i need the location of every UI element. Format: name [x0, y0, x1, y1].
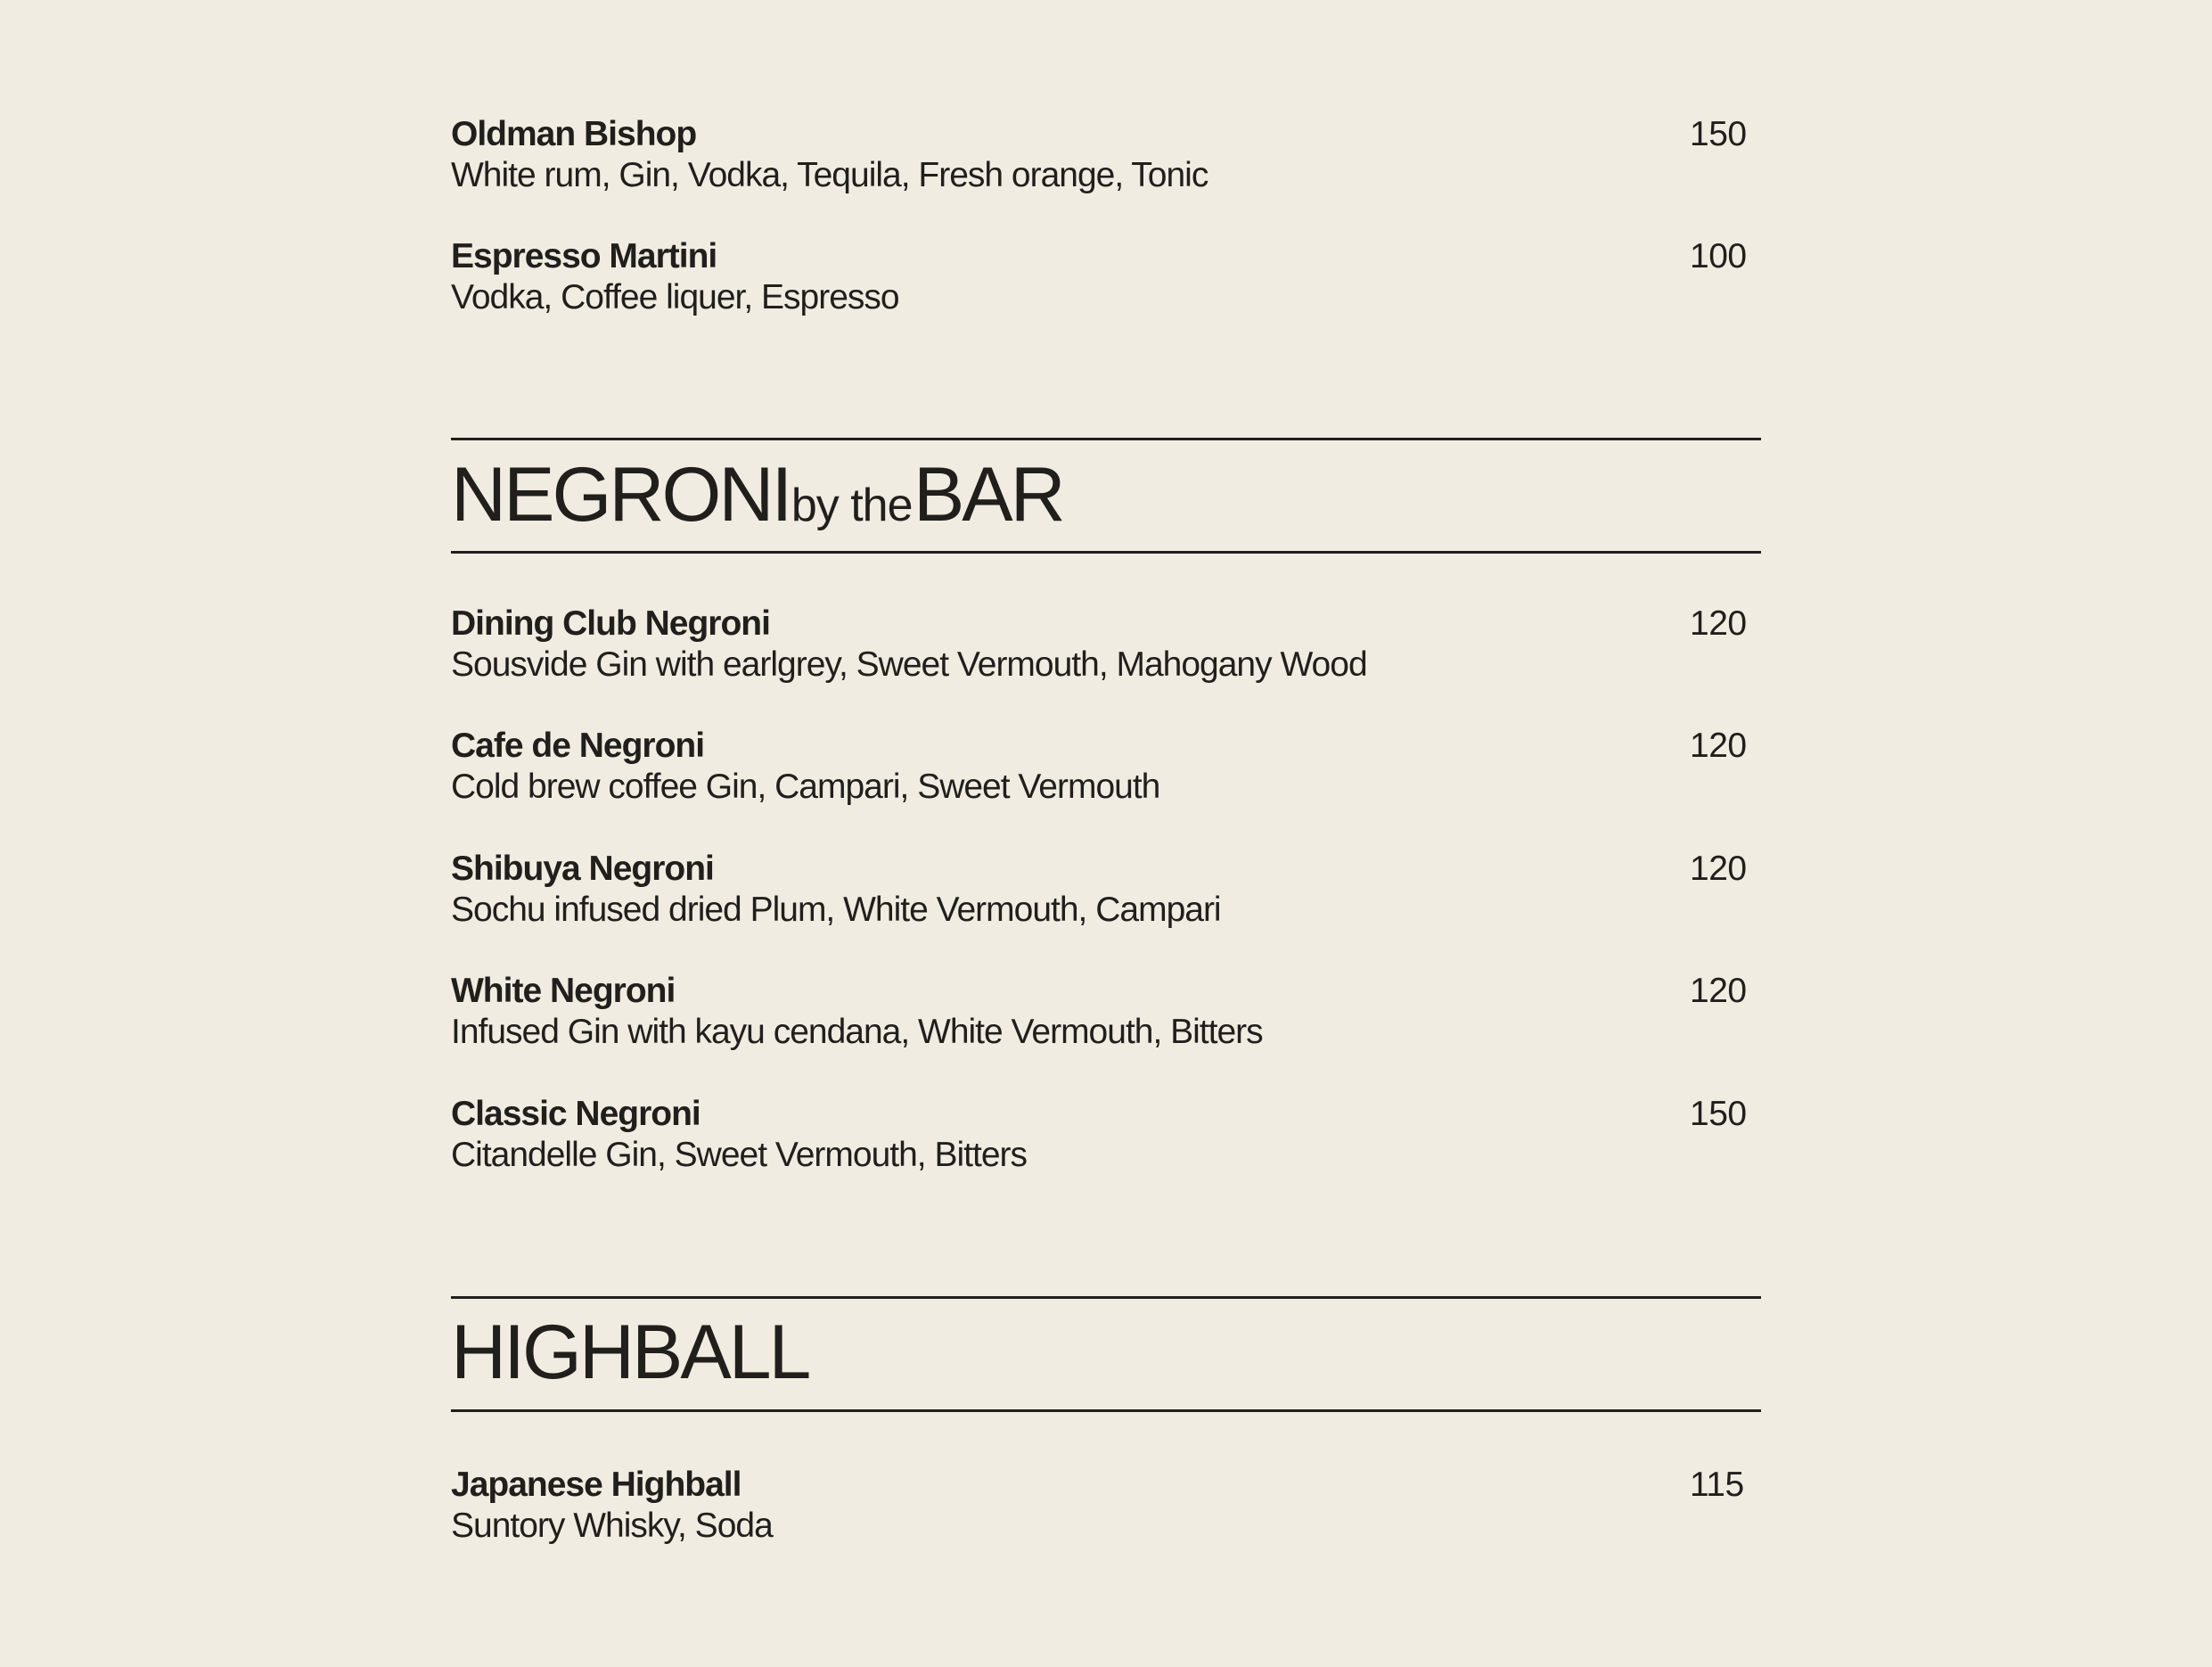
item-price: 100 [1690, 237, 1747, 275]
menu-item [451, 971, 1761, 1060]
item-price: 120 [1690, 972, 1747, 1010]
menu-item [451, 114, 1761, 203]
item-price: 150 [1690, 115, 1747, 153]
item-name: Espresso Martini [451, 237, 717, 275]
menu-item [451, 236, 1761, 325]
item-name: Oldman Bishop [451, 115, 697, 153]
item-price: 120 [1690, 604, 1747, 643]
item-name: White Negroni [451, 972, 676, 1010]
section-divider-bottom [451, 1409, 1761, 1412]
menu-item [451, 1094, 1761, 1183]
item-description: Citandelle Gin, Sweet Vermouth, Bitters [451, 1136, 1027, 1174]
section-title-part: by the [791, 480, 913, 531]
section-title-text: HIGHBALL [451, 1310, 809, 1395]
item-description: Cold brew coffee Gin, Campari, Sweet Vermouth [451, 768, 1160, 806]
item-description: Sousvide Gin with earlgrey, Sweet Vermouth, Mahogany Wood [451, 645, 1367, 684]
menu-item [451, 604, 1761, 693]
item-name: Japanese Highball [451, 1466, 741, 1504]
item-name: Shibuya Negroni [451, 850, 714, 888]
section-divider-bottom [451, 551, 1761, 554]
item-name: Cafe de Negroni [451, 727, 705, 765]
item-price: 120 [1690, 850, 1747, 888]
item-description: Infused Gin with kayu cendana, White Vermouth, Bitters [451, 1013, 1263, 1051]
menu-item [451, 726, 1761, 815]
item-description: White rum, Gin, Vodka, Tequila, Fresh orange, Tonic [451, 156, 1208, 194]
section-title-negroni [451, 452, 1063, 538]
section-title-part: BAR [913, 452, 1063, 538]
item-price: 115 [1690, 1466, 1744, 1504]
section-title-part: NEGRONI [451, 452, 791, 538]
item-description: Vodka, Coffee liquer, Espresso [451, 278, 899, 316]
section-divider-top [451, 1296, 1761, 1299]
section-title-highball [451, 1310, 809, 1395]
item-description: Sochu infused dried Plum, White Vermouth, Campari [451, 891, 1221, 929]
item-name: Dining Club Negroni [451, 604, 770, 643]
section-divider-top [451, 438, 1761, 440]
item-name: Classic Negroni [451, 1095, 700, 1133]
menu-item [451, 849, 1761, 938]
item-price: 120 [1690, 727, 1747, 765]
item-price: 150 [1690, 1095, 1747, 1133]
item-description: Suntory Whisky, Soda [451, 1507, 773, 1545]
menu-item [451, 1465, 1761, 1554]
